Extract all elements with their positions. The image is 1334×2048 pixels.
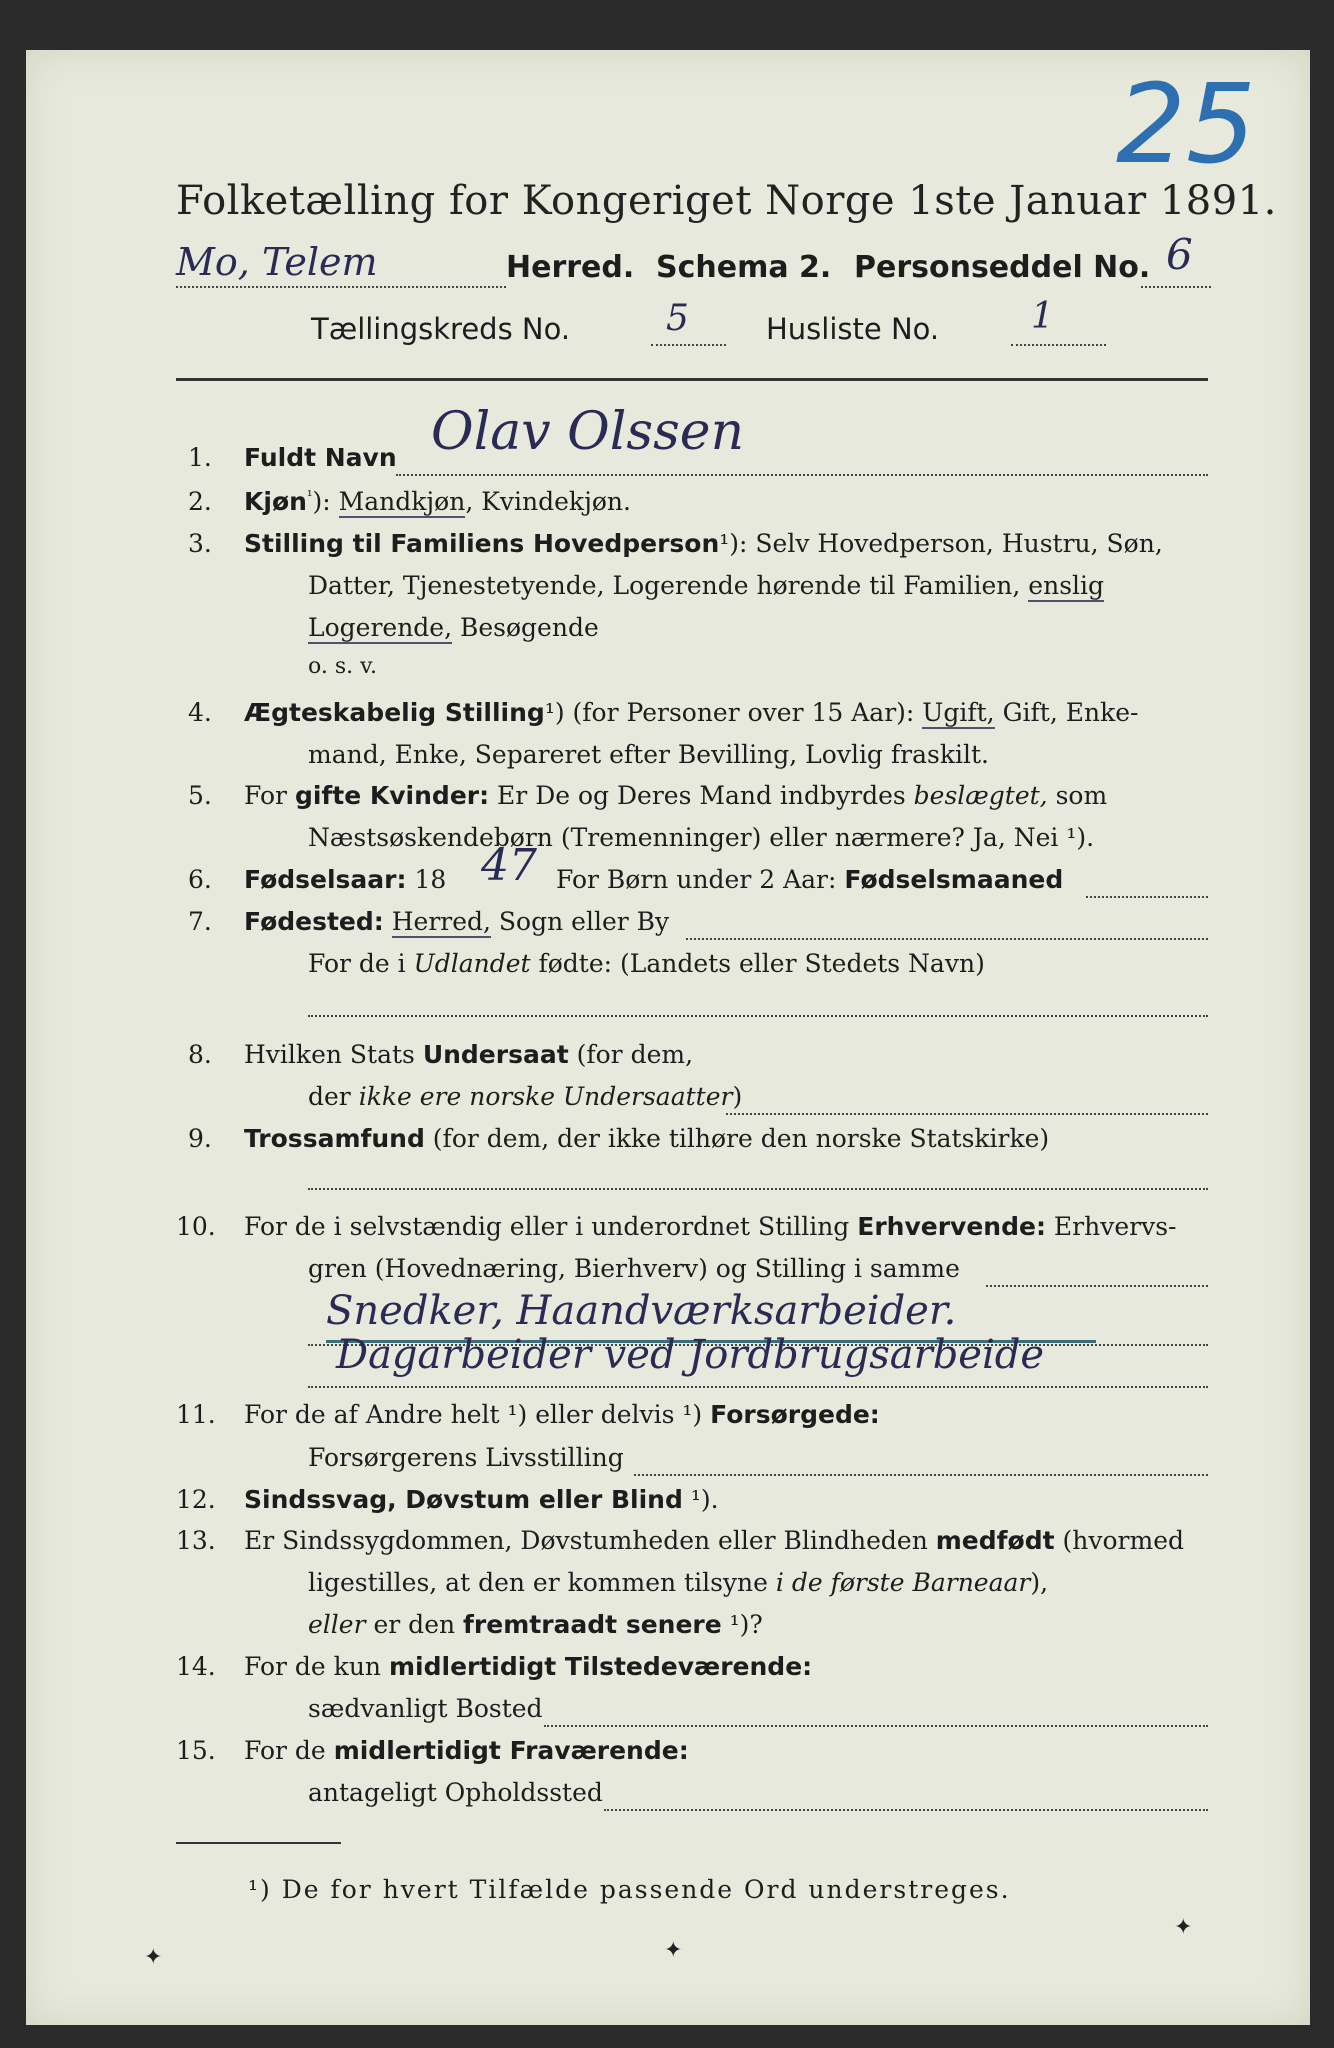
q9-number: 9. [188, 1124, 212, 1153]
q3-line2: Datter, Tjenestetyende, Logerende hørende til Familien, enslig [308, 571, 1105, 600]
q4-line2: mand, Enke, Separeret efter Bevilling, Lovlig fraskilt. [308, 740, 989, 769]
q9-line: Trossamfund (for dem, der ikke tilhøre den norske Statskirke) [244, 1124, 1050, 1153]
q7-number: 7. [188, 907, 212, 936]
q3-number: 3. [188, 529, 212, 558]
schema-label: Schema 2. [656, 250, 832, 285]
q4-number: 4. [188, 698, 212, 727]
q15-line2: antageligt Opholdssted [308, 1778, 603, 1807]
husliste-label: Husliste No. [766, 312, 940, 346]
q12-number: 12. [176, 1485, 216, 1514]
q15-line1: For de midlertidigt Fraværende: [244, 1736, 689, 1765]
personseddel-label: Personseddel No. [854, 250, 1151, 285]
q1-label: Fuldt Navn [244, 443, 397, 472]
q6-number: 6. [188, 865, 212, 894]
header-divider [176, 378, 1208, 381]
q5-line1: For gifte Kvinder: Er De og Deres Mand indbyrdes beslægtet, som [244, 781, 1108, 810]
q10-line2: gren (Hovednæring, Bierhverv) og Stilling i samme [308, 1254, 960, 1283]
q12-line: Sindssvag, Døvstum eller Blind ¹). [244, 1485, 719, 1514]
q11-number: 11. [176, 1400, 216, 1429]
registration-mark-left: ✦ [144, 1945, 163, 1970]
q1-number: 1. [188, 443, 212, 472]
q13-number: 13. [176, 1526, 216, 1555]
q6-answer: 47 [481, 840, 537, 891]
q13-line3: eller er den fremtraadt senere ¹)? [308, 1610, 763, 1639]
q7-line2: For de i Udlandet fødte: (Landets eller Stedets Navn) [308, 949, 985, 978]
taellingskreds-number: 5 [666, 298, 689, 339]
q11-line1: For de af Andre helt ¹) eller delvis ¹) Forsørgede: [244, 1400, 880, 1429]
q11-line2: Forsørgerens Livsstilling [308, 1443, 624, 1472]
page-title: Folketælling for Kongeriget Norge 1ste Januar 1891. [176, 178, 1277, 224]
q10-number: 10. [176, 1212, 216, 1241]
q10-line1: For de i selvstændig eller i underordnet Stilling Erhvervende: Erhvervs- [244, 1212, 1177, 1241]
herred-value: Mo, Telem [176, 240, 378, 284]
census-form-page [26, 50, 1310, 2025]
q10-answer1: Snedker, Haandværksarbeider. [326, 1288, 957, 1334]
footnote: ¹) De for hvert Tilfælde passende Ord understreges. [248, 1875, 1011, 1904]
footnote-rule [176, 1842, 341, 1844]
husliste-number: 1 [1031, 296, 1054, 337]
q3-line4: o. s. v. [308, 654, 377, 679]
q14-line1: For de kun midlertidigt Tilstedeværende: [244, 1652, 813, 1681]
q3-line3: Logerende, Besøgende [308, 613, 599, 642]
q6-line: Fødselsaar: 18 [244, 865, 447, 894]
personseddel-number: 6 [1166, 230, 1193, 279]
q8-line2: der ikke ere norske Undersaatter) [308, 1082, 743, 1111]
q5-line2: Næstsøskendebørn (Tremenninger) eller nærmere? Ja, Nei ¹). [308, 823, 1095, 852]
registration-mark-center: ✦ [664, 1938, 683, 1963]
q8-number: 8. [188, 1040, 212, 1069]
q13-line2: ligestilles, at den er kommen tilsyne i de første Barneaar), [308, 1568, 1049, 1597]
q15-number: 15. [176, 1736, 216, 1765]
q14-number: 14. [176, 1652, 216, 1681]
q6-line-rest: For Børn under 2 Aar: Fødselsmaaned [556, 865, 1064, 894]
q10-answer2: Dagarbeider ved Jordbrugsarbeide [336, 1332, 1045, 1378]
q1-answer: Olav Olssen [431, 402, 745, 462]
sheet-number: 25 [1116, 60, 1256, 188]
q5-number: 5. [188, 781, 212, 810]
q2-line: Kjøn$^{^1}$): Mandkjøn, Kvindekjøn. [244, 487, 631, 516]
registration-mark-right: ✦ [1174, 1915, 1193, 1940]
q14-line2: sædvanligt Bosted [308, 1694, 543, 1723]
q3-line1: Stilling til Familiens Hovedperson¹): Selv Hovedperson, Hustru, Søn, [244, 529, 1163, 558]
q2-number: 2. [188, 487, 212, 516]
q8-line1: Hvilken Stats Undersaat (for dem, [244, 1040, 694, 1069]
q13-line1: Er Sindssygdommen, Døvstumheden eller Blindheden medfødt (hvormed [244, 1526, 1184, 1555]
taellingskreds-label: Tællingskreds No. [311, 312, 571, 346]
q7-line1: Fødested: Herred, Sogn eller By [244, 907, 670, 936]
herred-label: Herred. [506, 250, 635, 285]
q4-line1: Ægteskabelig Stilling¹) (for Personer over 15 Aar): Ugift, Gift, Enke- [244, 698, 1139, 727]
